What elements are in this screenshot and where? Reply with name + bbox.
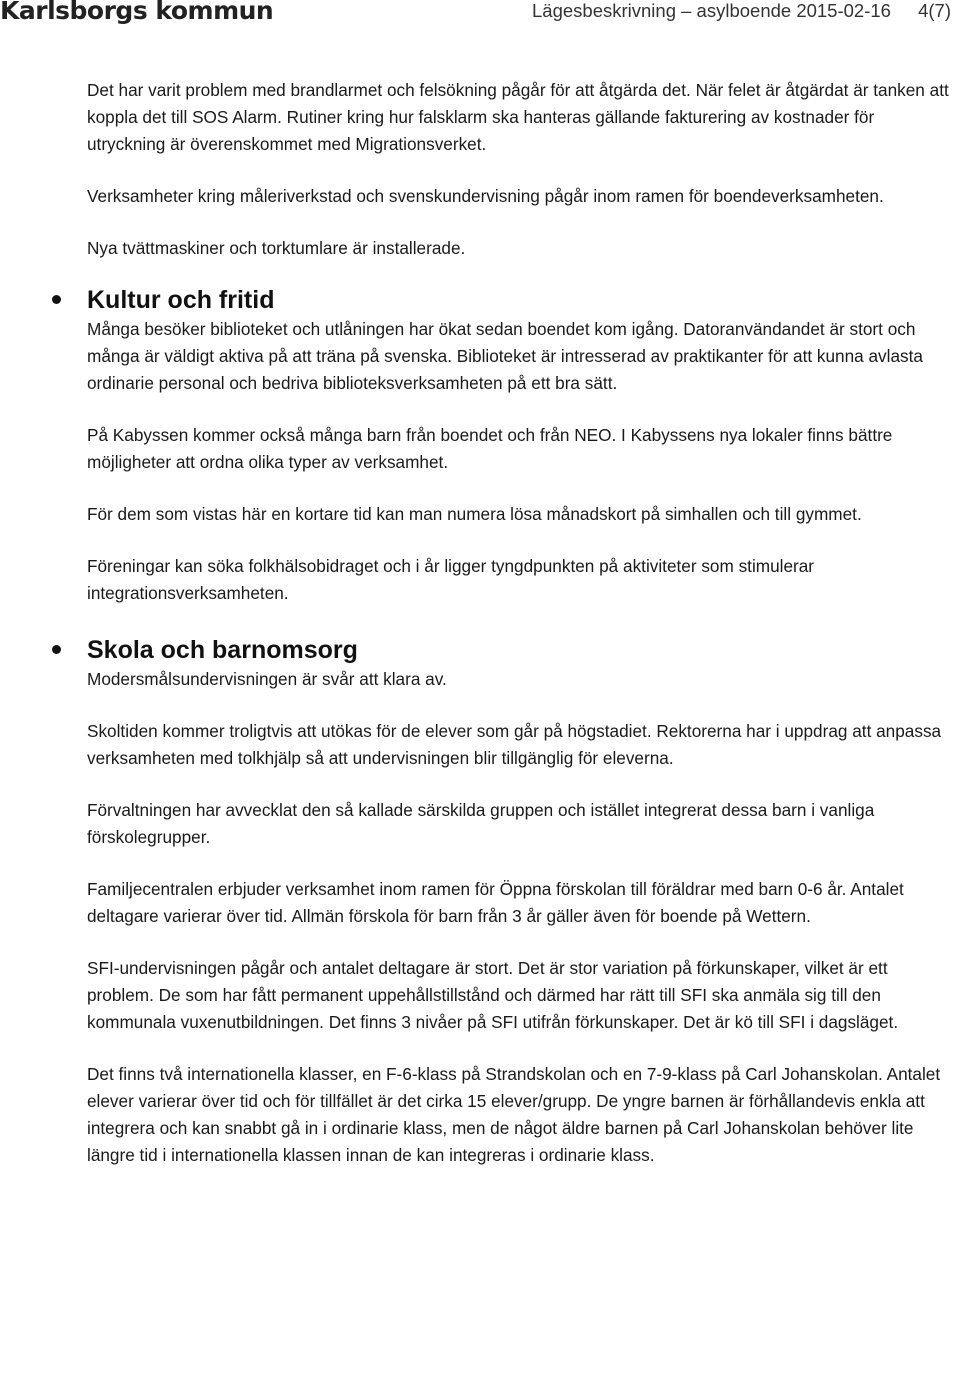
paragraph: SFI-undervisningen pågår och antalet deltagare är stort. Det är stor variation på förkunskaper, vilket är ett problem. De som har fått permanent uppehållstillstånd och därmed har rätt till SFI ska anmäla sig till den kommunala vuxenutbildningen. Det finns 3 nivåer på SFI utifrån förkunskaper. Det är kö till SFI i dagsläget. xyxy=(87,958,899,1032)
page-number: 4(7) xyxy=(918,0,951,21)
section-heading xyxy=(87,284,957,316)
paragraph: Förvaltningen har avvecklat den så kallade särskilda gruppen och istället integrerat dessa barn i vanliga förskolegrupper. xyxy=(87,800,875,847)
intro-paragraph: Det har varit problem med brandlarmet och felsökning pågår för att åtgärda det. När felet är åtgärdat är tanken att koppla det till SOS Alarm. Rutiner kring hur falsklarm ska hanteras gällande fakturering av kostnader för utryckning är överenskommet med Migrationsverket. xyxy=(87,80,949,154)
section-skola-och-barnomsorg xyxy=(87,634,957,1169)
page-header xyxy=(0,0,960,32)
document-title: Lägesbeskrivning – asylboende 2015-02-16 xyxy=(532,0,891,21)
intro-paragraph: Verksamheter kring måleriverkstad och svenskundervisning pågår inom ramen för boendeverksamheten. xyxy=(87,186,884,206)
paragraph: Det finns två internationella klasser, en F-6-klass på Strandskolan och en 7-9-klass på Carl Johanskolan. Antalet elever varierar över tid och för tillfället är det cirka 15 elever/grupp. De yngre barnen är förhållandevis enkla att integrera och kan snabbt gå in i ordinarie klass, men de något äldre barnen på Carl Johanskolan behöver lite längre tid i internationella klassen innan de kan integreras i ordinarie klass. xyxy=(87,1064,941,1165)
paragraph: För dem som vistas här en kortare tid kan man numera lösa månadskort på simhallen och till gymmet. xyxy=(87,504,862,524)
header-info xyxy=(532,0,951,22)
bullet-icon xyxy=(52,645,61,654)
paragraph: Skoltiden kommer troligtvis att utökas för de elever som går på högstadiet. Rektorerna har i uppdrag att anpassa verksamheten med tolkhjälp så att undervisningen blir tillgänglig för eleverna. xyxy=(87,721,942,768)
paragraph: Familjecentralen erbjuder verksamhet inom ramen för Öppna förskolan till föräldrar med barn 0-6 år. Antalet deltagare varierar över tid. Allmän förskola för barn från 3 år gäller även för boende på Wettern. xyxy=(87,879,904,926)
document-body xyxy=(87,77,957,1169)
paragraph: På Kabyssen kommer också många barn från boendet och från NEO. I Kabyssens nya lokaler finns bättre möjligheter att ordna olika typer av verksamhet. xyxy=(87,425,893,472)
paragraph: Många besöker biblioteket och utlåningen har ökat sedan boendet kom igång. Datoranvändandet är stort och många är väldigt aktiva på att träna på svenska. Biblioteket är intresserad av praktikanter för att kunna avlasta ordinarie personal och bedriva biblioteksverksamheten på ett bra sätt. xyxy=(87,319,923,393)
section-heading-text: Kultur och fritid xyxy=(87,286,275,314)
section-kultur-och-fritid xyxy=(87,284,957,607)
paragraph: Föreningar kan söka folkhälsobidraget och i år ligger tyngdpunkten på aktiviteter som stimulerar integrationsverksamheten. xyxy=(87,556,815,603)
intro-paragraph: Nya tvättmaskiner och torktumlare är installerade. xyxy=(87,238,466,258)
municipality-logo: Karlsborgs kommun xyxy=(0,0,274,25)
section-heading-text: Skola och barnomsorg xyxy=(87,636,358,664)
bullet-icon xyxy=(52,295,61,304)
paragraph: Modersmålsundervisningen är svår att klara av. xyxy=(87,669,447,689)
section-heading xyxy=(87,634,957,666)
